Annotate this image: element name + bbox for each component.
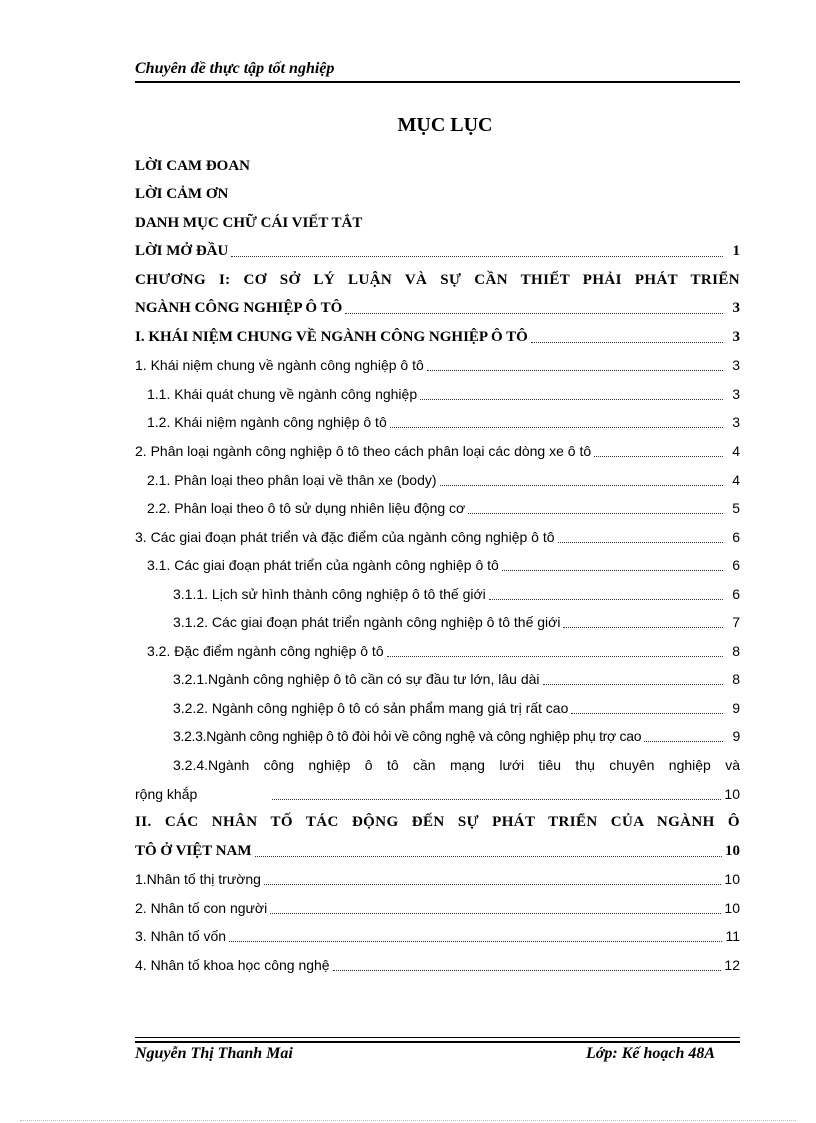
toc-entry-text: 4. Nhân tố khoa học công nghệ — [135, 956, 330, 973]
toc-entry[interactable] — [135, 519, 740, 548]
toc-entry-page: 6 — [732, 585, 740, 602]
dot-leader — [420, 398, 723, 400]
toc-entry-page: 7 — [732, 614, 740, 631]
toc-entry-page: 1 — [732, 243, 740, 260]
toc-entry[interactable] — [135, 690, 740, 719]
toc-entry[interactable] — [135, 491, 740, 520]
toc-entry-page: 10 — [725, 842, 740, 859]
toc-entry-page: 3 — [732, 414, 740, 431]
toc-entry[interactable] — [135, 719, 740, 748]
toc-entry-text: LỜI CẢM ƠN — [135, 186, 229, 203]
toc-entry[interactable] — [135, 319, 740, 348]
toc-entry-text: 3.1. Các giai đoạn phát triển của ngành công nghiệp ô tô — [147, 557, 499, 574]
toc-entry-text: TÔ Ở VIỆT NAM — [135, 842, 252, 859]
toc-entry-page: 3 — [732, 300, 740, 317]
toc-entry-page: 4 — [732, 443, 740, 460]
toc-entry-page: 5 — [732, 500, 740, 517]
toc-entry[interactable] — [135, 833, 740, 862]
toc-entry-text: 3.2.3.Ngành công nghiệp ô tô đòi hỏi về công nghệ và công nghiệp phụ trợ cao — [173, 728, 642, 745]
toc-entry[interactable] — [135, 548, 740, 577]
dot-leader — [270, 912, 721, 914]
dot-leader — [468, 512, 723, 514]
dot-leader — [502, 569, 723, 571]
dot-leader — [543, 683, 723, 685]
toc-entry-text: LỜI MỞ ĐẦU — [135, 243, 229, 260]
toc-entry-text: 1.Nhân tố thị trường — [135, 871, 261, 888]
page-title: MỤC LỤC — [397, 114, 493, 136]
dot-leader — [390, 426, 723, 428]
toc-entry-text: 1.2. Khái niệm ngành công nghiệp ô tô — [147, 414, 387, 431]
toc-entry-page: 10 — [724, 899, 740, 916]
dot-leader — [345, 312, 723, 314]
toc-entry-text: 3.1.2. Các giai đoạn phát triển ngành công nghiệp ô tô thế giới — [173, 614, 561, 631]
toc-entry[interactable] — [135, 177, 740, 206]
toc-entry-text: 2.1. Phân loại theo phân loại về thân xe (body) — [147, 471, 437, 488]
toc-entry[interactable] — [135, 433, 740, 462]
toc-entry-page: 3 — [732, 385, 740, 402]
toc-entry-text: CHƯƠNG I: CƠ SỞ LÝ LUẬN VÀ SỰ CẦN THIẾT PHẢI PHÁT TRIỂN — [135, 271, 740, 288]
dot-leader — [594, 455, 723, 457]
footer-divider — [135, 1037, 740, 1038]
toc-entry-page: 8 — [732, 642, 740, 659]
dot-leader — [489, 598, 723, 600]
toc-entry[interactable] — [135, 890, 740, 919]
toc-entry-text: 1. Khái niệm chung về ngành công nghiệp ô tô — [135, 357, 424, 374]
toc-entry[interactable] — [135, 262, 740, 291]
dot-leader — [571, 712, 723, 714]
toc-entry-text: rộng khắp — [135, 785, 198, 802]
toc-entry-text: II. CÁC NHÂN TỐ TÁC ĐỘNG ĐẾN SỰ PHÁT TRIỂN CỦA NGÀNH Ô — [135, 814, 740, 831]
dot-leader — [531, 341, 723, 343]
toc-entry-text: 2. Nhân tố con người — [135, 899, 268, 916]
toc-entry-page: 9 — [732, 699, 740, 716]
toc-entry-page: 8 — [732, 671, 740, 688]
toc-entry[interactable] — [135, 205, 740, 234]
toc-entry-page: 10 — [724, 785, 740, 802]
dot-leader — [229, 940, 722, 942]
toc-entry-page: 12 — [724, 956, 740, 973]
page-header-title: Chuyên đề thực tập tốt nghiệp — [135, 60, 335, 77]
toc-entry[interactable] — [135, 348, 740, 377]
dot-leader — [231, 255, 723, 257]
footer-divider-thick — [135, 1041, 740, 1043]
dot-leader — [440, 484, 723, 486]
toc-entry[interactable] — [135, 605, 740, 634]
dot-leader — [644, 740, 723, 742]
toc-entry-page: 10 — [724, 871, 740, 888]
toc-entry-page: 3 — [732, 328, 740, 345]
toc-entry[interactable] — [135, 947, 740, 976]
toc-entry-text: 1.1. Khái quát chung về ngành công nghiệp — [147, 385, 418, 402]
toc-entry-text: I. KHÁI NIỆM CHUNG VỀ NGÀNH CÔNG NGHIỆP Ô TÔ — [135, 328, 528, 345]
toc-entry-text: 3.2.2. Ngành công nghiệp ô tô có sản phẩm mang giá trị rất cao — [173, 699, 569, 716]
dot-leader — [255, 855, 722, 857]
dot-leader — [563, 626, 723, 628]
footer-author: Nguyễn Thị Thanh Mai — [135, 1045, 293, 1062]
header-divider — [135, 81, 740, 83]
dot-leader — [264, 883, 721, 885]
toc-entry-text: 3.2. Đặc điểm ngành công nghiệp ô tô — [147, 642, 384, 659]
toc-entry-page: 9 — [732, 728, 740, 745]
dot-leader — [333, 969, 722, 971]
dot-leader — [427, 369, 723, 371]
toc-entry[interactable] — [135, 376, 740, 405]
dot-leader — [558, 541, 723, 543]
toc-entry[interactable] — [135, 234, 740, 263]
toc-entry[interactable] — [135, 776, 740, 805]
toc-entry-text: 3.2.4.Ngành công nghiệp ô tô cần mạng lưới tiêu thụ chuyên nghiệp và — [173, 757, 740, 774]
toc-entry-text: 3.1.1. Lịch sử hình thành công nghiệp ô tô thế giới — [173, 585, 486, 602]
toc-entry-page: 4 — [732, 471, 740, 488]
dot-leader — [387, 655, 723, 657]
toc-entry-page: 6 — [732, 528, 740, 545]
toc-entry[interactable] — [135, 291, 740, 320]
toc-entry-text: 2. Phân loại ngành công nghiệp ô tô theo cách phân loại các dòng xe ô tô — [135, 443, 592, 460]
toc-entry-text: NGÀNH CÔNG NGHIỆP Ô TÔ — [135, 300, 343, 317]
toc-entry[interactable] — [135, 148, 740, 177]
toc-entry-page: 6 — [732, 557, 740, 574]
toc-entry[interactable] — [135, 919, 740, 948]
page-bottom-edge — [20, 1120, 796, 1121]
toc-entry[interactable] — [135, 862, 740, 891]
table-of-contents — [135, 148, 740, 976]
toc-entry-text: 3. Nhân tố vốn — [135, 928, 227, 945]
toc-entry-text: 3.2.1.Ngành công nghiệp ô tô cần có sự đầu tư lớn, lâu dài — [173, 671, 540, 688]
toc-entry[interactable] — [135, 805, 740, 834]
toc-entry[interactable] — [135, 662, 740, 691]
toc-entry[interactable] — [135, 576, 740, 605]
toc-entry[interactable] — [135, 462, 740, 491]
toc-entry-text: 3. Các giai đoạn phát triển và đặc điểm của ngành công nghiệp ô tô — [135, 528, 555, 545]
toc-entry-text: LỜI CAM ĐOAN — [135, 157, 250, 174]
toc-entry[interactable] — [135, 747, 740, 776]
toc-entry-text: DANH MỤC CHỮ CÁI VIẾT TẮT — [135, 214, 363, 231]
dot-leader — [272, 798, 721, 800]
toc-entry-page: 11 — [725, 928, 740, 945]
footer-class: Lớp: Kế hoạch 48A — [586, 1045, 716, 1062]
toc-entry-text: 2.2. Phân loại theo ô tô sử dụng nhiên liệu động cơ — [147, 500, 466, 517]
toc-entry[interactable] — [135, 405, 740, 434]
toc-entry[interactable] — [135, 633, 740, 662]
toc-entry-page: 3 — [732, 357, 740, 374]
